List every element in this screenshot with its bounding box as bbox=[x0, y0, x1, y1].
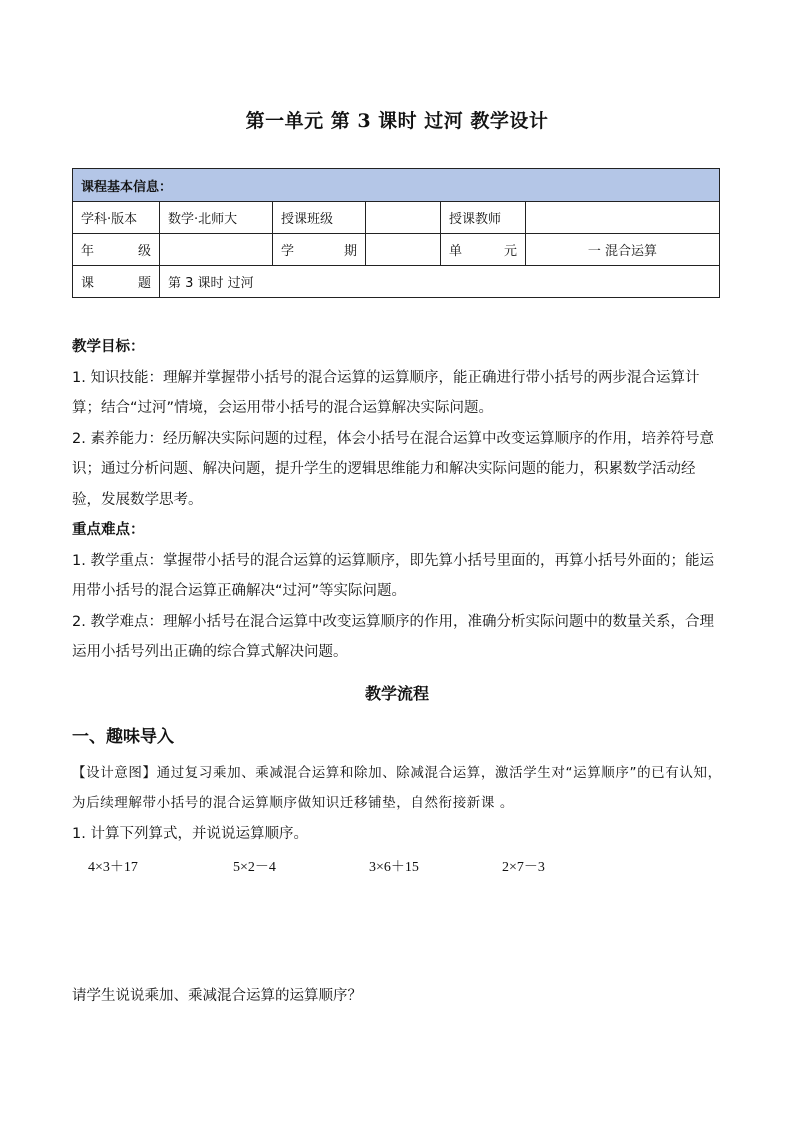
keypoints-heading: 重点难点： bbox=[72, 522, 145, 538]
design-intent: 【设计意图】通过复习乘加、乘减混合运算和除加、除减混合运算，激活学生对“运算顺序”的已有认知，为后续理解带小括号的混合运算顺序做知识迁移铺垫，自然衔接新课 。 bbox=[72, 765, 722, 811]
info-row-grade bbox=[73, 234, 720, 266]
expression-2: 5×2－4 bbox=[233, 860, 276, 875]
objectives-heading: 教学目标： bbox=[72, 339, 145, 355]
objective-item: 1. 知识技能：理解并掌握带小括号的混合运算的运算顺序，能正确进行带小括号的两步混合运算计算；结合“过河”情境，会运用带小括号的混合运算解决实际问题。 bbox=[72, 369, 700, 416]
keypoint-item: 2. 教学难点：理解小括号在混合运算中改变运算顺序的作用，准确分析实际问题中的数量关系，合理运用小括号列出正确的综合算式解决问题。 bbox=[72, 613, 714, 660]
class-value bbox=[366, 202, 441, 234]
grade-label: 年 级 bbox=[73, 234, 160, 266]
topic-value: 第 3 课时 过河 bbox=[160, 266, 720, 298]
info-header-row bbox=[73, 169, 720, 202]
term-value bbox=[366, 234, 441, 266]
topic-label: 课 题 bbox=[73, 266, 160, 298]
info-row-topic bbox=[73, 266, 720, 298]
expression-1: 4×3＋17 bbox=[88, 860, 138, 875]
teacher-value bbox=[526, 202, 720, 234]
expression-4: 2×7－3 bbox=[502, 860, 545, 875]
course-info-table bbox=[72, 168, 720, 298]
teacher-label: 授课教师 bbox=[441, 202, 526, 234]
question-text: 1. 计算下列算式，并说说运算顺序。 bbox=[72, 826, 308, 842]
subject-label: 学科·版本 bbox=[73, 202, 160, 234]
prompt-text: 请学生说说乘加、乘减混合运算的运算顺序？ bbox=[72, 988, 362, 1004]
info-row-subject bbox=[73, 202, 720, 234]
subject-value: 数学·北师大 bbox=[160, 202, 273, 234]
section-heading: 一、趣味导入 bbox=[72, 727, 174, 747]
term-label: 学 期 bbox=[273, 234, 366, 266]
objective-item: 2. 素养能力：经历解决实际问题的过程，体会小括号在混合运算中改变运算顺序的作用，培养符号意识；通过分析问题、解决问题，提升学生的逻辑思维能力和解决实际问题的能力，积累数学活动经验，发展数学思考。 bbox=[72, 430, 714, 508]
class-label: 授课班级 bbox=[273, 202, 366, 234]
flow-title: 教学流程 bbox=[364, 684, 429, 703]
keypoint-item: 1. 教学重点：掌握带小括号的混合运算的运算顺序，即先算小括号里面的，再算小括号外面的；能运用带小括号的混合运算正确解决“过河”等实际问题。 bbox=[72, 552, 714, 599]
grade-value bbox=[160, 234, 273, 266]
objectives-block bbox=[72, 332, 722, 668]
expression-3: 3×6＋15 bbox=[369, 860, 419, 875]
unit-value: 一 混合运算 bbox=[526, 234, 720, 266]
unit-label: 单 元 bbox=[441, 234, 526, 266]
document-title: 第一单元 第 3 课时 过河 教学设计 bbox=[245, 110, 549, 132]
info-header: 课程基本信息： bbox=[73, 169, 720, 202]
